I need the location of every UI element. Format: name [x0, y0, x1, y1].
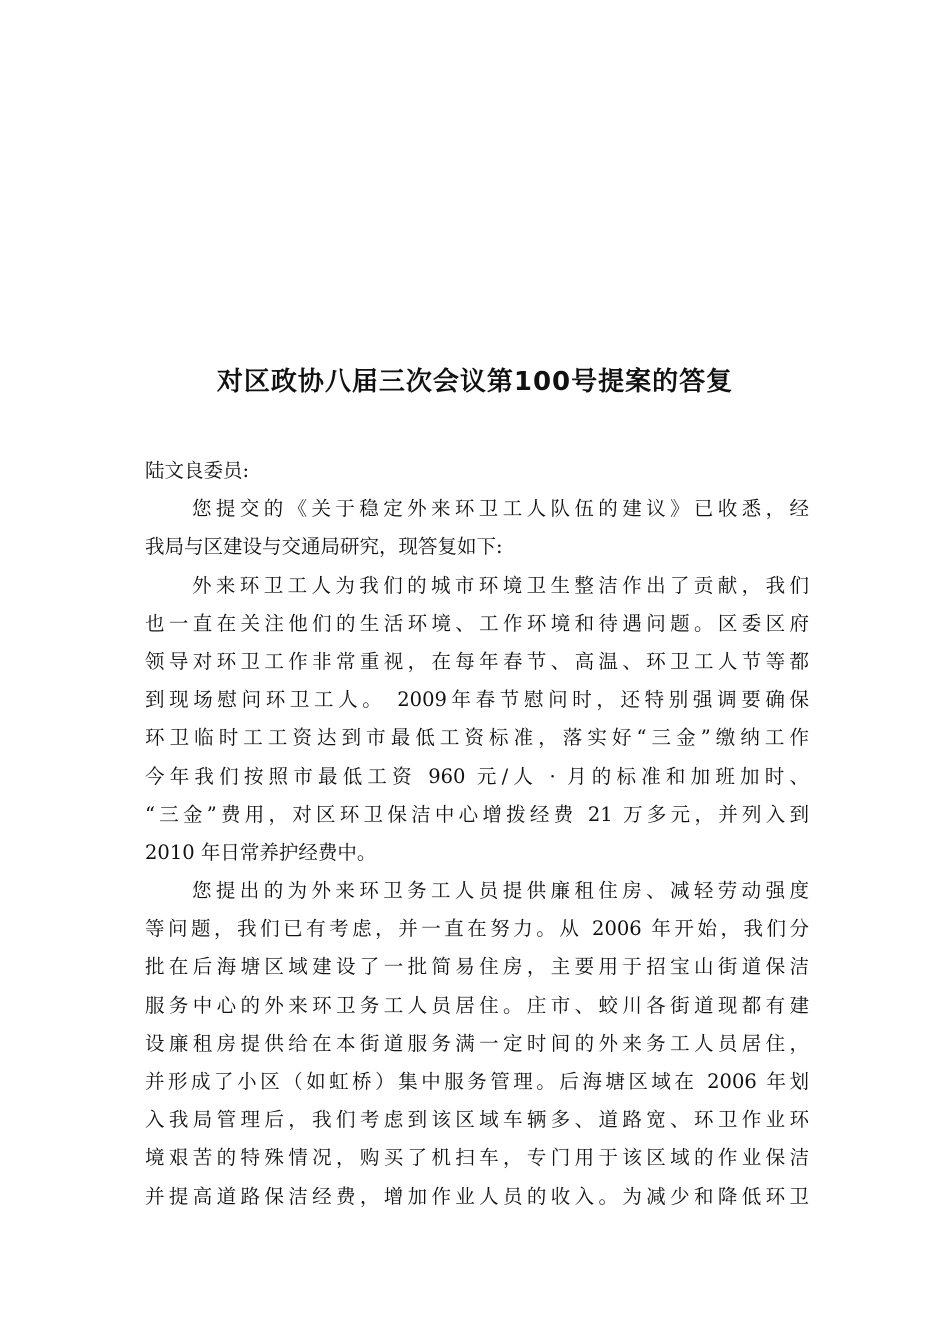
- body-line: 2010 年日常养护经费中。: [145, 840, 377, 864]
- body-line: 领导对环卫工作非常重视，在每年春节、高温、环卫工人节等都: [145, 649, 809, 673]
- body-line: 我局与区建设与交通局研究，现答复如下:: [145, 535, 503, 559]
- salutation-line: 陆文良委员:: [145, 459, 250, 482]
- body-line: 境艰苦的特殊情况，购买了机扫车，专门用于该区域的作业保洁: [145, 1146, 809, 1170]
- body-line: 并提高道路保洁经费，增加作业人员的收入。为减少和降低环卫: [145, 1184, 809, 1208]
- body-line: 并形成了小区（如虹桥）集中服务管理。后海塘区域在 2006 年划: [145, 1070, 809, 1093]
- body-line: 也一直在关注他们的生活环境、工作环境和待遇问题。区委区府: [145, 611, 809, 635]
- body-line: 入我局管理后，我们考虑到该区域车辆多、道路宽、环卫作业环: [145, 1108, 809, 1132]
- body-line: 服务中心的外来环卫务工人员居住。庄市、蛟川各街道现都有建: [145, 993, 809, 1017]
- document-body: [145, 452, 809, 1216]
- body-line: 外来环卫工人为我们的城市环境卫生整洁作出了贡献，我们: [192, 573, 809, 597]
- body-line: 今年我们按照市最低工资 960 元/人 · 月的标准和加班加时、: [145, 764, 809, 788]
- body-line: 您提交的《关于稳定外来环卫工人队伍的建议》已收悉，经: [192, 497, 809, 521]
- body-line: 您提出的为外来环卫务工人员提供廉租住房、减轻劳动强度: [192, 879, 809, 903]
- body-line: 设廉租房提供给在本街道服务满一定时间的外来务工人员居住，: [145, 1031, 809, 1055]
- body-line: 等问题，我们已有考虑，并一直在努力。从 2006 年开始，我们分: [145, 917, 809, 941]
- body-line: 环卫临时工工资达到市最低工资标准，落实好“三金”缴纳工作: [145, 726, 809, 750]
- body-line: 到现场慰问环卫工人。 2009年春节慰问时，还特别强调要确保: [145, 688, 809, 712]
- body-line: “三金”费用，对区环卫保洁中心增拨经费 21 万多元，并列入到: [145, 802, 809, 826]
- body-line: 批在后海塘区域建设了一批简易住房，主要用于招宝山街道保洁: [145, 955, 809, 979]
- document-title: 对区政协八届三次会议第100号提案的答复: [216, 367, 734, 397]
